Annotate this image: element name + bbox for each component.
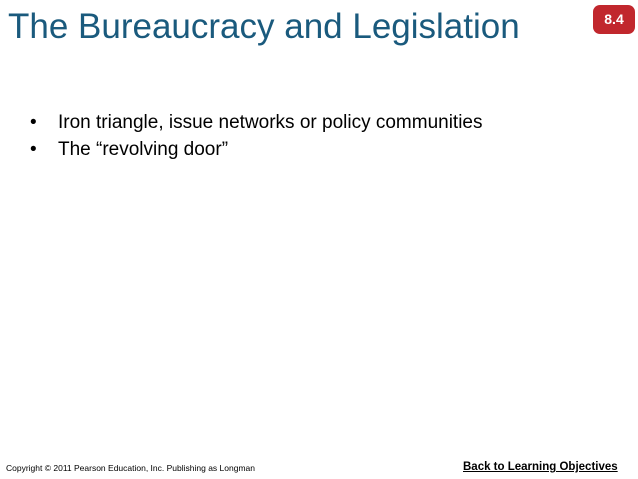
bullet-icon: • xyxy=(30,112,37,133)
section-number-badge: 8.4 xyxy=(593,5,635,34)
bullet-list xyxy=(30,109,500,163)
back-to-learning-objectives-link[interactable]: Back to Learning Objectives xyxy=(463,461,618,473)
bullet-text: The “revolving door” xyxy=(58,139,229,160)
bullet-text: Iron triangle, issue networks or policy communities xyxy=(58,112,483,133)
copyright-notice: Copyright © 2011 Pearson Education, Inc. Publishing as Longman xyxy=(6,463,255,473)
slide-title: The Bureaucracy and Legislation xyxy=(8,7,520,46)
bullet-icon: • xyxy=(30,139,37,160)
bullet-item-iron-triangle xyxy=(30,109,500,136)
bullet-item-revolving-door xyxy=(30,136,500,163)
